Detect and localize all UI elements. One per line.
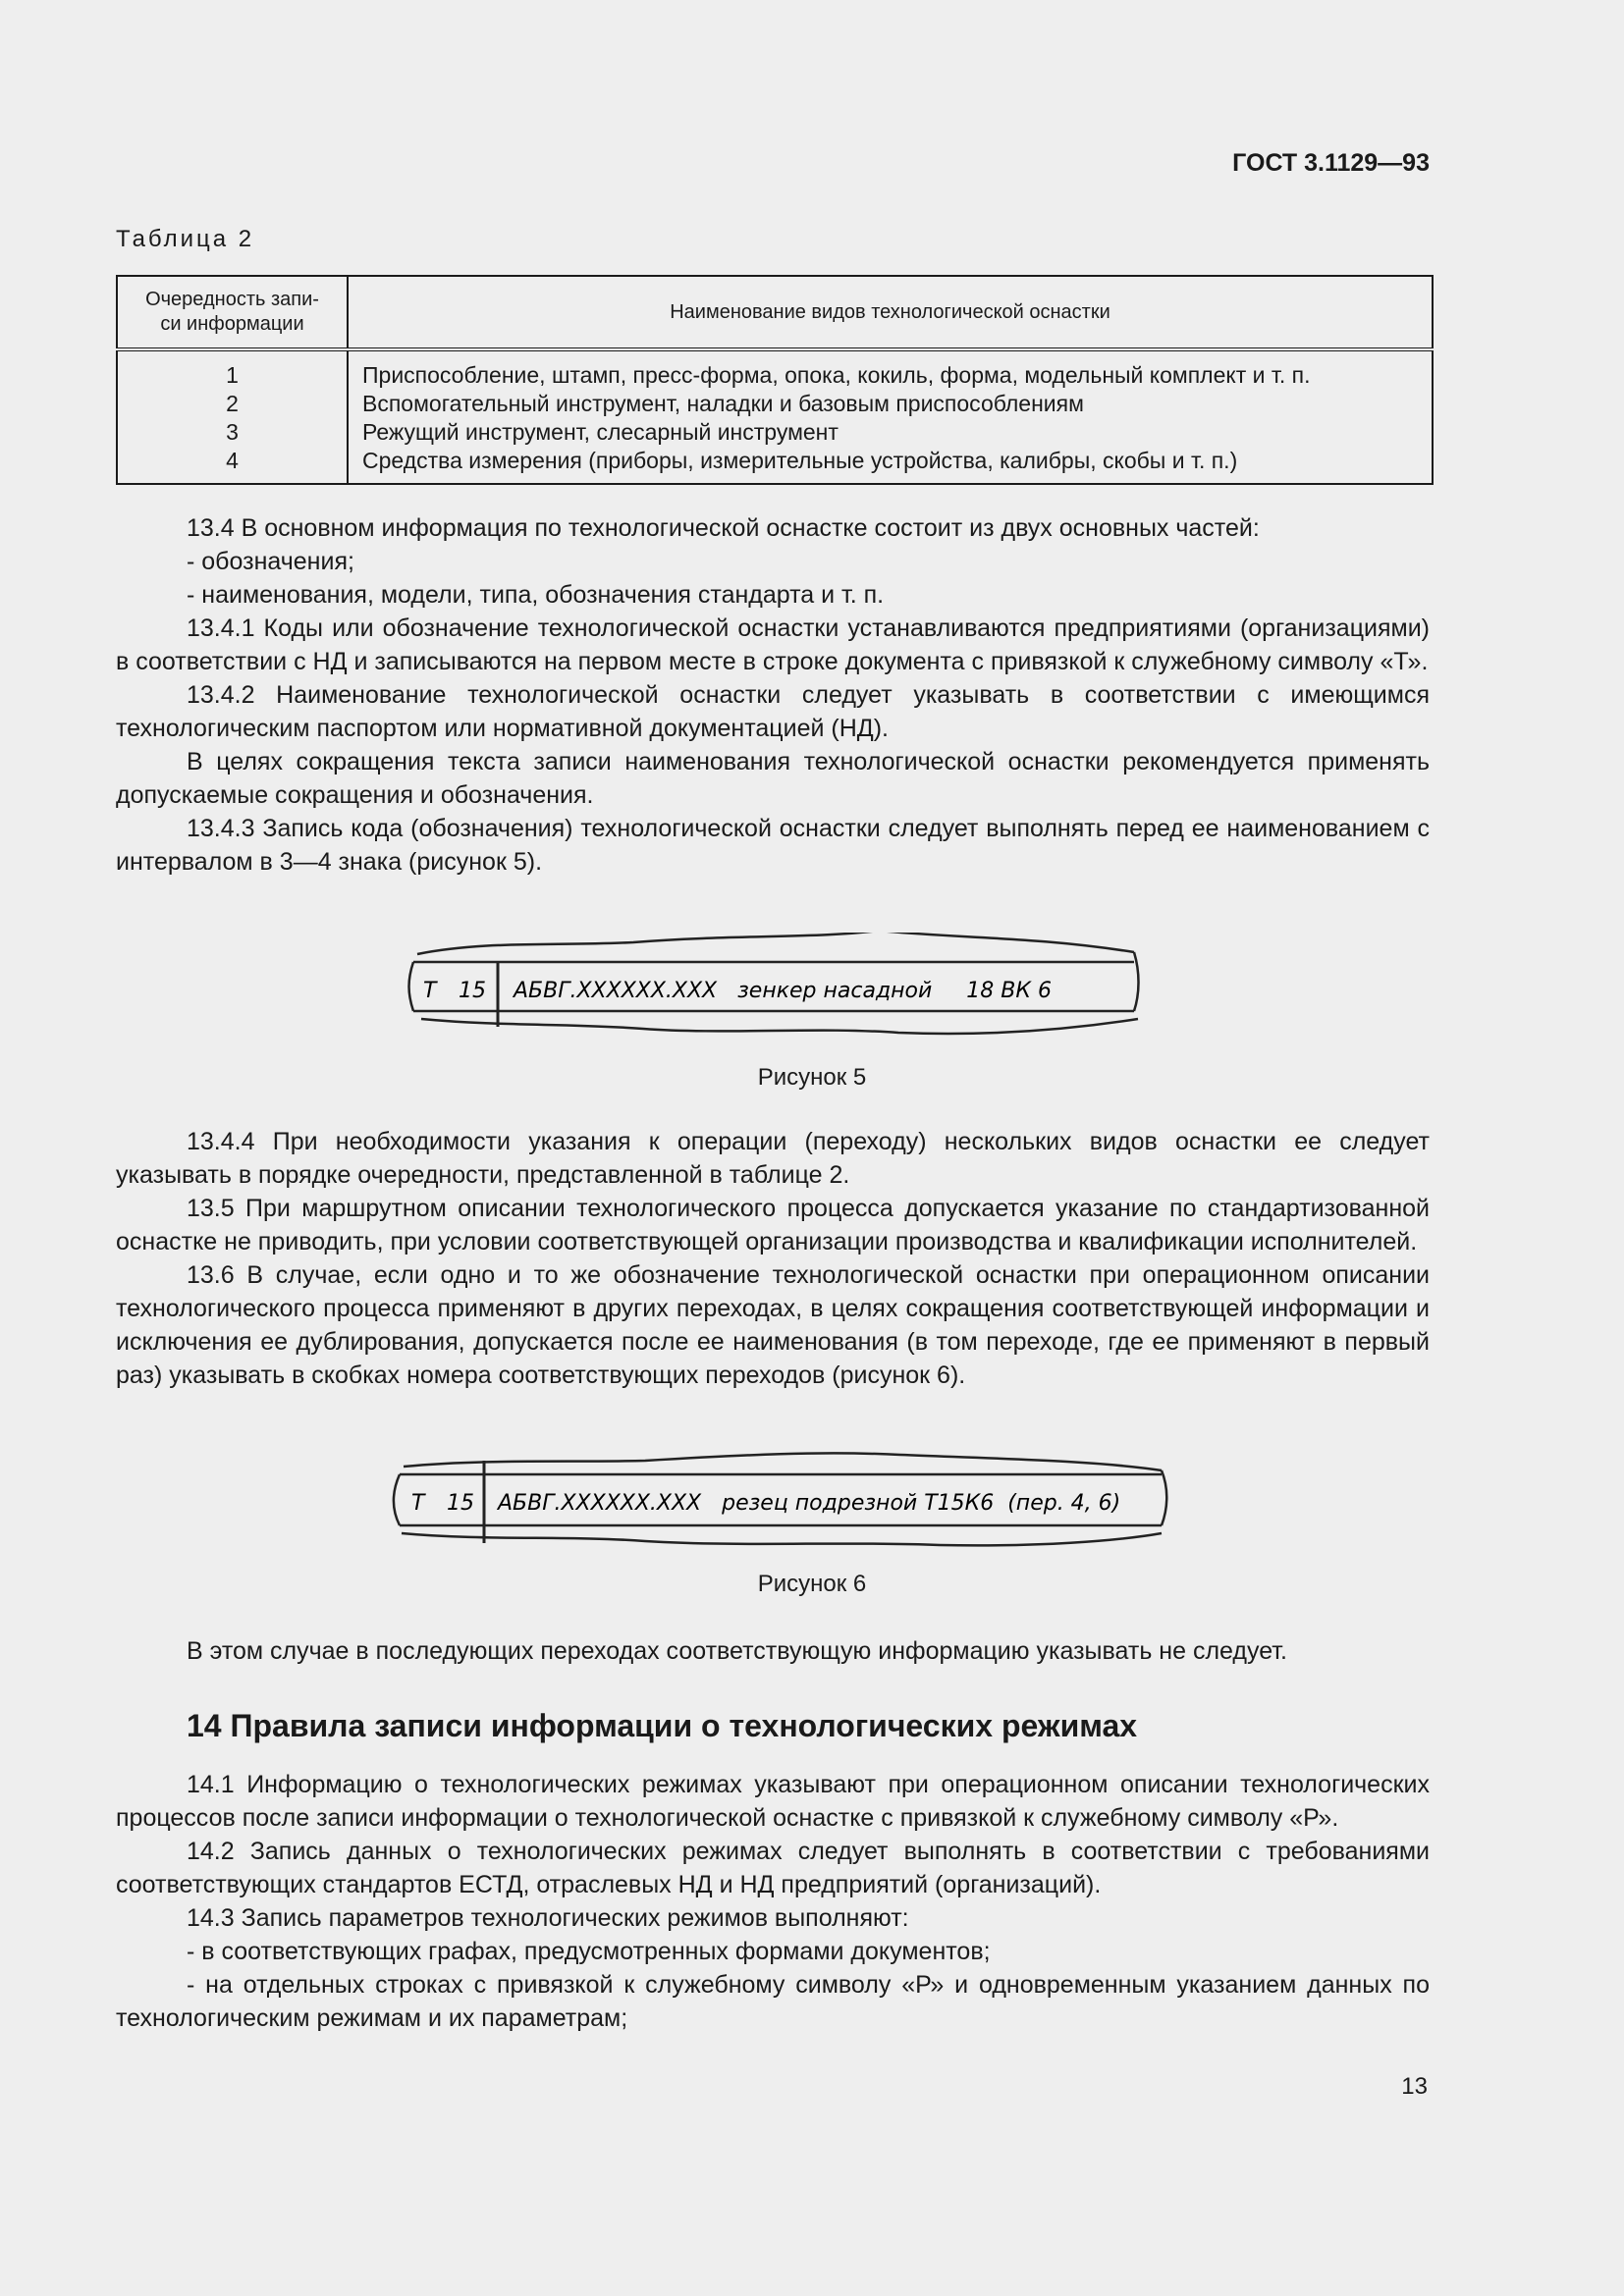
dash-item: - обозначения; <box>187 548 354 575</box>
figure-6-number: 15 <box>447 1491 474 1516</box>
document-id: ГОСТ 3.1129—93 <box>1232 149 1430 177</box>
section-14-text <box>116 1768 1430 2035</box>
table-caption: Таблица 2 <box>116 226 255 252</box>
paragraph-14-2: 14.2 Запись данных о технологических режимах следует выполнять в соответствии с требованиями соответствующих стандартов ЕСТД, отраслевых НД и НД предприятий (организаций). <box>116 1838 1430 1898</box>
figure-5-number: 15 <box>459 979 486 1003</box>
paragraph-after-figure-6: В этом случае в последующих переходах соответствующую информацию указывать не следует. <box>187 1637 1287 1665</box>
table-row <box>117 349 1433 484</box>
table-header-row <box>117 276 1433 349</box>
dash-item: - в соответствующих графах, предусмотренных формами документов; <box>187 1938 991 1965</box>
paragraph-13-4-1: 13.4.1 Коды или обозначение технологической оснастки устанавливаются предприятиями (организациями) в соответствии с НД и записываются на первом месте в строке документа с привязкой к служебному символу «Т». <box>116 614 1430 675</box>
dash-item: - на отдельных строках с привязкой к служебному символу «Р» и одновременным указанием данных по технологическим режимам и их параметрам; <box>116 1971 1430 2032</box>
paragraph-13-4-2: 13.4.2 Наименование технологической оснастки следует указывать в соответствии с имеющимся технологическим паспортом или нормативной документацией (НД). <box>116 681 1430 742</box>
dash-item: - наименования, модели, типа, обозначения стандарта и т. п. <box>187 581 885 609</box>
figure-6-drawing <box>390 1449 1175 1557</box>
paragraph-14-1: 14.1 Информацию о технологических режимах указывают при операционном описании технологических процессов после записи информации о технологической оснастке с привязкой к служебному символу «Р». <box>116 1771 1430 1832</box>
paragraph-abbreviations: В целях сокращения текста записи наименования технологической оснастки рекомендуется применять допускаемые сокращения и обозначения. <box>116 748 1430 809</box>
col-header-order <box>117 276 348 349</box>
paragraph-13-4: 13.4 В основном информация по технологической оснастке состоит из двух основных частей: <box>187 514 1260 542</box>
figure-5-caption: Рисунок 5 <box>757 1064 867 1091</box>
col-header-order-text: Очередность запи- си информации <box>145 289 319 335</box>
page-number: 13 <box>1401 2073 1428 2100</box>
paragraph-13-4-3: 13.4.3 Запись кода (обозначения) технологической оснастки следует выполнять перед ее наименованием с интервалом в 3—4 знака (рисунок 5). <box>116 815 1430 876</box>
figure-6-symbol: Т <box>411 1491 425 1516</box>
figure-5-symbol: Т <box>423 979 437 1003</box>
figure-5 <box>407 933 1154 1045</box>
order-numbers: 1 2 3 4 <box>117 349 348 484</box>
col-header-name: Наименование видов технологической оснастки <box>348 276 1433 349</box>
figure-6-content: АБВГ.XXXXXX.XXX резец подрезной Т15К6 (пер. 4, 6) <box>498 1491 1121 1516</box>
paragraph-13-6: 13.6 В случае, если одно и то же обозначение технологической оснастки при операционном описании технологического процесса применяют в других переходах, в целях сокращения соответствующей информации и исключения ее дублирования, допускается после ее наименования (в том переходе, где ее применяют в первый раз) указывать в скобках номера соответствующих переходов (рисунок 6). <box>116 1261 1430 1389</box>
tooling-names: Приспособление, штамп, пресс-форма, опока, кокиль, форма, модельный комплект и т. п. Вспомогательный инструмент, наладки и базовым приспособлениям Режущий инструмент, слесарный инструмент Средства измерения (приборы, измерительные устройства, калибры, скобы и т. п.) <box>348 349 1433 484</box>
paragraph-13-5: 13.5 При маршрутном описании технологического процесса допускается указание по стандартизованной оснастке не приводить, при условии соответствующей организации производства и квалификации исполнителей. <box>116 1195 1430 1255</box>
section-14-heading: 14 Правила записи информации о технологических режимах <box>187 1708 1138 1743</box>
figure-5-content: АБВГ.XXXXXX.XXX зенкер насадной 18 ВК 6 <box>514 979 1052 1003</box>
figure-5-drawing <box>407 933 1154 1041</box>
figure-6 <box>390 1449 1175 1562</box>
tooling-order-table <box>116 275 1434 485</box>
section-13-text <box>116 511 1430 879</box>
after-figure-6-text <box>116 1634 1430 1668</box>
figure-6-caption: Рисунок 6 <box>757 1571 867 1597</box>
paragraph-13-4-4: 13.4.4 При необходимости указания к операции (переходу) нескольких видов оснастки ее следует указывать в порядке очередности, представленной в таблице 2. <box>116 1128 1430 1189</box>
section-13-text-continued <box>116 1125 1430 1392</box>
paragraph-14-3: 14.3 Запись параметров технологических режимов выполняют: <box>187 1904 909 1932</box>
